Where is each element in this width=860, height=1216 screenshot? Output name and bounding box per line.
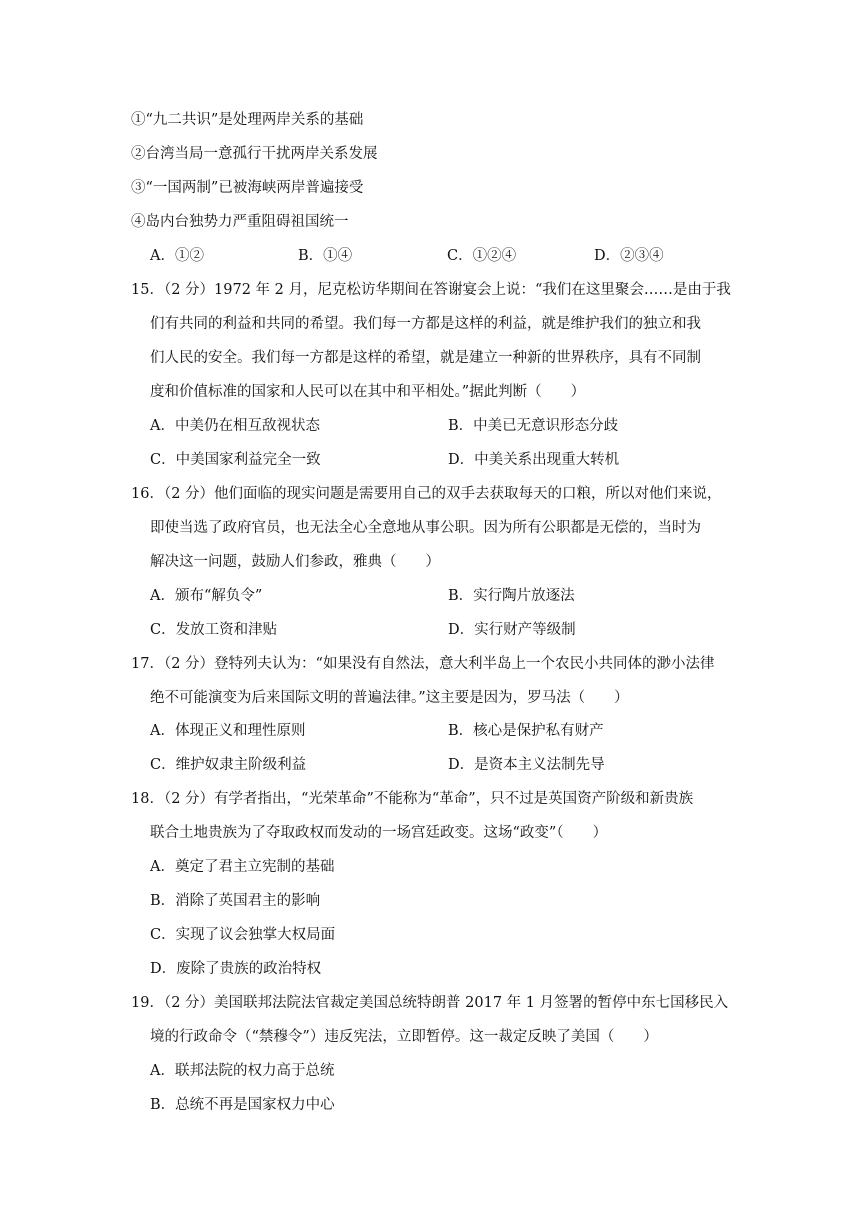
q15-option-a: A．中美仍在相互敌视状态 — [150, 418, 320, 434]
q16-option-b: B．实行陶片放逐法 — [448, 588, 575, 604]
q15-stem-line: 15．（2 分）1972 年 2 月，尼克松访华期间在答谢宴会上说：“我们在这里聚会……是由于我 — [131, 282, 731, 298]
q16-stem-line: 解决这一问题，鼓励人们参政，雅典（ ） — [150, 554, 440, 570]
statement-1: ①“九二共识”是处理两岸关系的基础 — [131, 112, 364, 128]
q17-stem-line: 绝不可能演变为后来国际文明的普遍法律。”这主要是因为，罗马法（ ） — [150, 690, 629, 706]
q16-option-d: D．实行财产等级制 — [448, 622, 576, 638]
q14-option-c: C．①②④ — [447, 248, 517, 264]
q16-option-c: C．发放工资和津贴 — [150, 622, 278, 638]
q18-option-a: A．奠定了君主立宪制的基础 — [150, 859, 335, 875]
q15-option-d: D．中美关系出现重大转机 — [448, 452, 620, 468]
q19-stem-line: 境的行政命令（“禁穆令”）违反宪法，立即暂停。这一裁定反映了美国（ ） — [150, 1029, 658, 1045]
q17-option-c: C．维护奴隶主阶级利益 — [150, 757, 307, 773]
q15-option-b: B．中美已无意识形态分歧 — [448, 418, 619, 434]
q17-option-d: D．是资本主义法制先导 — [448, 757, 605, 773]
q18-option-c: C．实现了议会独掌大权局面 — [150, 927, 336, 943]
q15-stem-line: 度和价值标准的国家和人民可以在其中和平相处。”据此判断（ ） — [150, 384, 586, 400]
q18-stem-line: 联合土地贵族为了夺取政权而发动的一场宫廷政变。这场“政变”（ ） — [150, 825, 608, 841]
q15-option-c: C．中美国家利益完全一致 — [150, 452, 321, 468]
q14-option-b: B．①④ — [298, 248, 353, 264]
q18-stem-line: 18．（2 分）有学者指出，“光荣革命”不能称为“革命”，只不过是英国资产阶级和新贵族 — [131, 791, 694, 807]
q19-option-b: B．总统不再是国家权力中心 — [150, 1097, 335, 1113]
q18-option-d: D．废除了贵族的政治特权 — [150, 961, 322, 977]
statement-4: ④岛内台独势力严重阻碍祖国统一 — [131, 214, 349, 230]
q18-option-b: B．消除了英国君主的影响 — [150, 893, 321, 909]
q16-stem-line: 16．（2 分）他们面临的现实问题是需要用自己的双手去获取每天的口粮，所以对他们来说， — [131, 486, 722, 502]
q15-stem-line: 们人民的安全。我们每一方都是这样的希望，就是建立一种新的世界秩序，具有不同制 — [150, 350, 701, 366]
q16-option-a: A．颁布“解负令” — [150, 588, 263, 604]
q17-option-a: A．体现正义和理性原则 — [150, 723, 306, 739]
q15-stem-line: 们有共同的利益和共同的希望。我们每一方都是这样的利益，就是维护我们的独立和我 — [150, 316, 701, 332]
q14-option-a: A．①② — [150, 248, 204, 264]
q19-stem-line: 19．（2 分）美国联邦法院法官裁定美国总统特朗普 2017 年 1 月签署的暂停中东七国移民入 — [131, 995, 729, 1011]
q17-stem-line: 17．（2 分）登特列夫认为：“如果没有自然法，意大利半岛上一个农民小共同体的渺小法律 — [131, 656, 715, 672]
q16-stem-line: 即使当选了政府官员，也无法全心全意地从事公职。因为所有公职都是无偿的，当时为 — [150, 520, 701, 536]
q17-option-b: B．核心是保护私有财产 — [448, 723, 604, 739]
statement-3: ③“一国两制”已被海峡两岸普遍接受 — [131, 180, 364, 196]
q14-option-d: D．②③④ — [594, 248, 664, 264]
q19-option-a: A．联邦法院的权力高于总统 — [150, 1063, 335, 1079]
statement-2: ②台湾当局一意孤行干扰两岸关系发展 — [131, 146, 378, 162]
